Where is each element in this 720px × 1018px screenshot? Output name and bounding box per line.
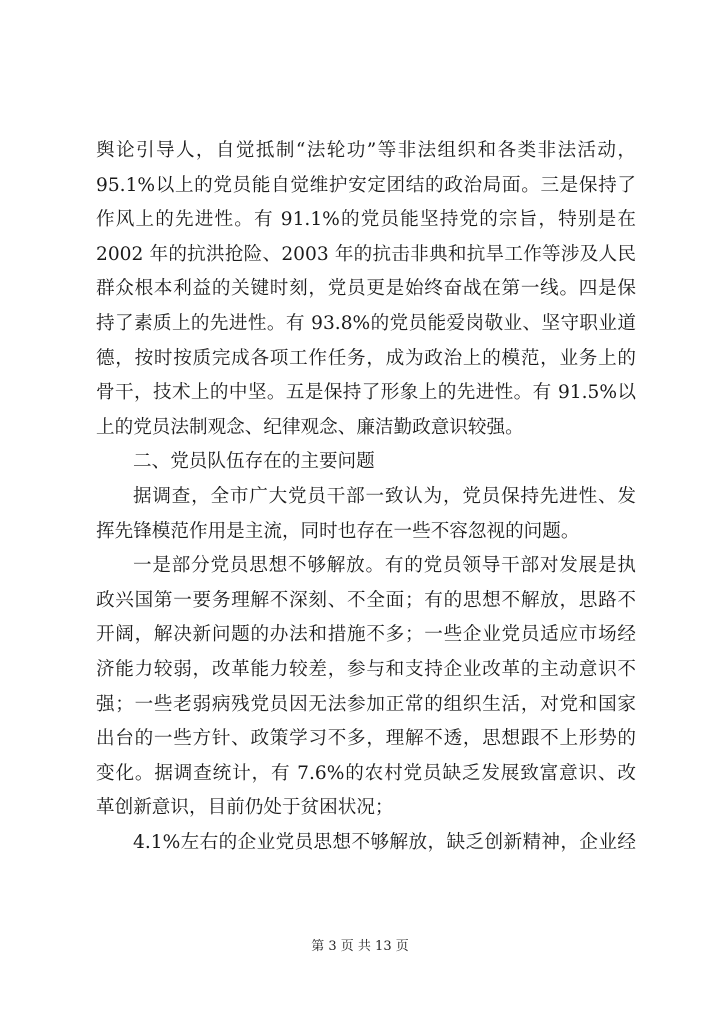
text-line: 强；一些老弱病残党员因无法参加正常的组织生活，对党和国家 — [96, 693, 636, 715]
document-body — [96, 134, 636, 860]
text-line: 95.1%以上的党员能自觉维护安定团结的政治局面。三是保持了 — [96, 174, 636, 196]
text-line: 持了素质上的先进性。有 93.8%的党员能爱岗敬业、坚守职业道 — [96, 312, 636, 334]
text-line: 二、党员队伍存在的主要问题 — [133, 451, 375, 473]
text-line: 上的党员法制观念、纪律观念、廉洁勤政意识较强。 — [96, 416, 524, 438]
text-line: 变化。据调查统计，有 7.6%的农村党员缺乏发展致富意识、改 — [96, 762, 636, 784]
text-line: 2002 年的抗洪抢险、2003 年的抗击非典和抗旱工作等涉及人民 — [96, 243, 636, 265]
text-line: 出台的一些方针、政策学习不多，理解不透，思想跟不上形势的 — [96, 728, 636, 750]
text-line: 开阔，解决新问题的办法和措施不多；一些企业党员适应市场经 — [96, 624, 636, 646]
text-line: 骨干，技术上的中坚。五是保持了形象上的先进性。有 91.5%以 — [96, 382, 636, 404]
text-line: 4.1%左右的企业党员思想不够解放，缺乏创新精神，企业经 — [133, 831, 636, 853]
text-line: 作风上的先进性。有 91.1%的党员能坚持党的宗旨，特别是在 — [96, 209, 636, 231]
text-line: 德，按时按质完成各项工作任务，成为政治上的模范，业务上的 — [96, 347, 636, 369]
text-line: 革创新意识，目前仍处于贫困状况； — [96, 797, 394, 819]
text-line: 据调查，全市广大党员干部一致认为，党员保持先进性、发 — [133, 485, 636, 507]
page-footer: 第 3 页 共 13 页 — [311, 939, 409, 954]
text-line: 群众根本利益的关键时刻，党员更是始终奋战在第一线。四是保 — [96, 278, 636, 300]
text-line: 舆论引导人，自觉抵制“法轮功”等非法组织和各类非法活动， — [96, 140, 636, 161]
text-line: 一是部分党员思想不够解放。有的党员领导干部对发展是执 — [133, 555, 636, 577]
text-line: 挥先锋模范作用是主流，同时也存在一些不容忽视的问题。 — [96, 520, 580, 542]
text-line: 济能力较弱，改革能力较差，参与和支持企业改革的主动意识不 — [96, 658, 636, 680]
text-line: 政兴国第一要务理解不深刻、不全面；有的思想不解放，思路不 — [96, 589, 636, 611]
